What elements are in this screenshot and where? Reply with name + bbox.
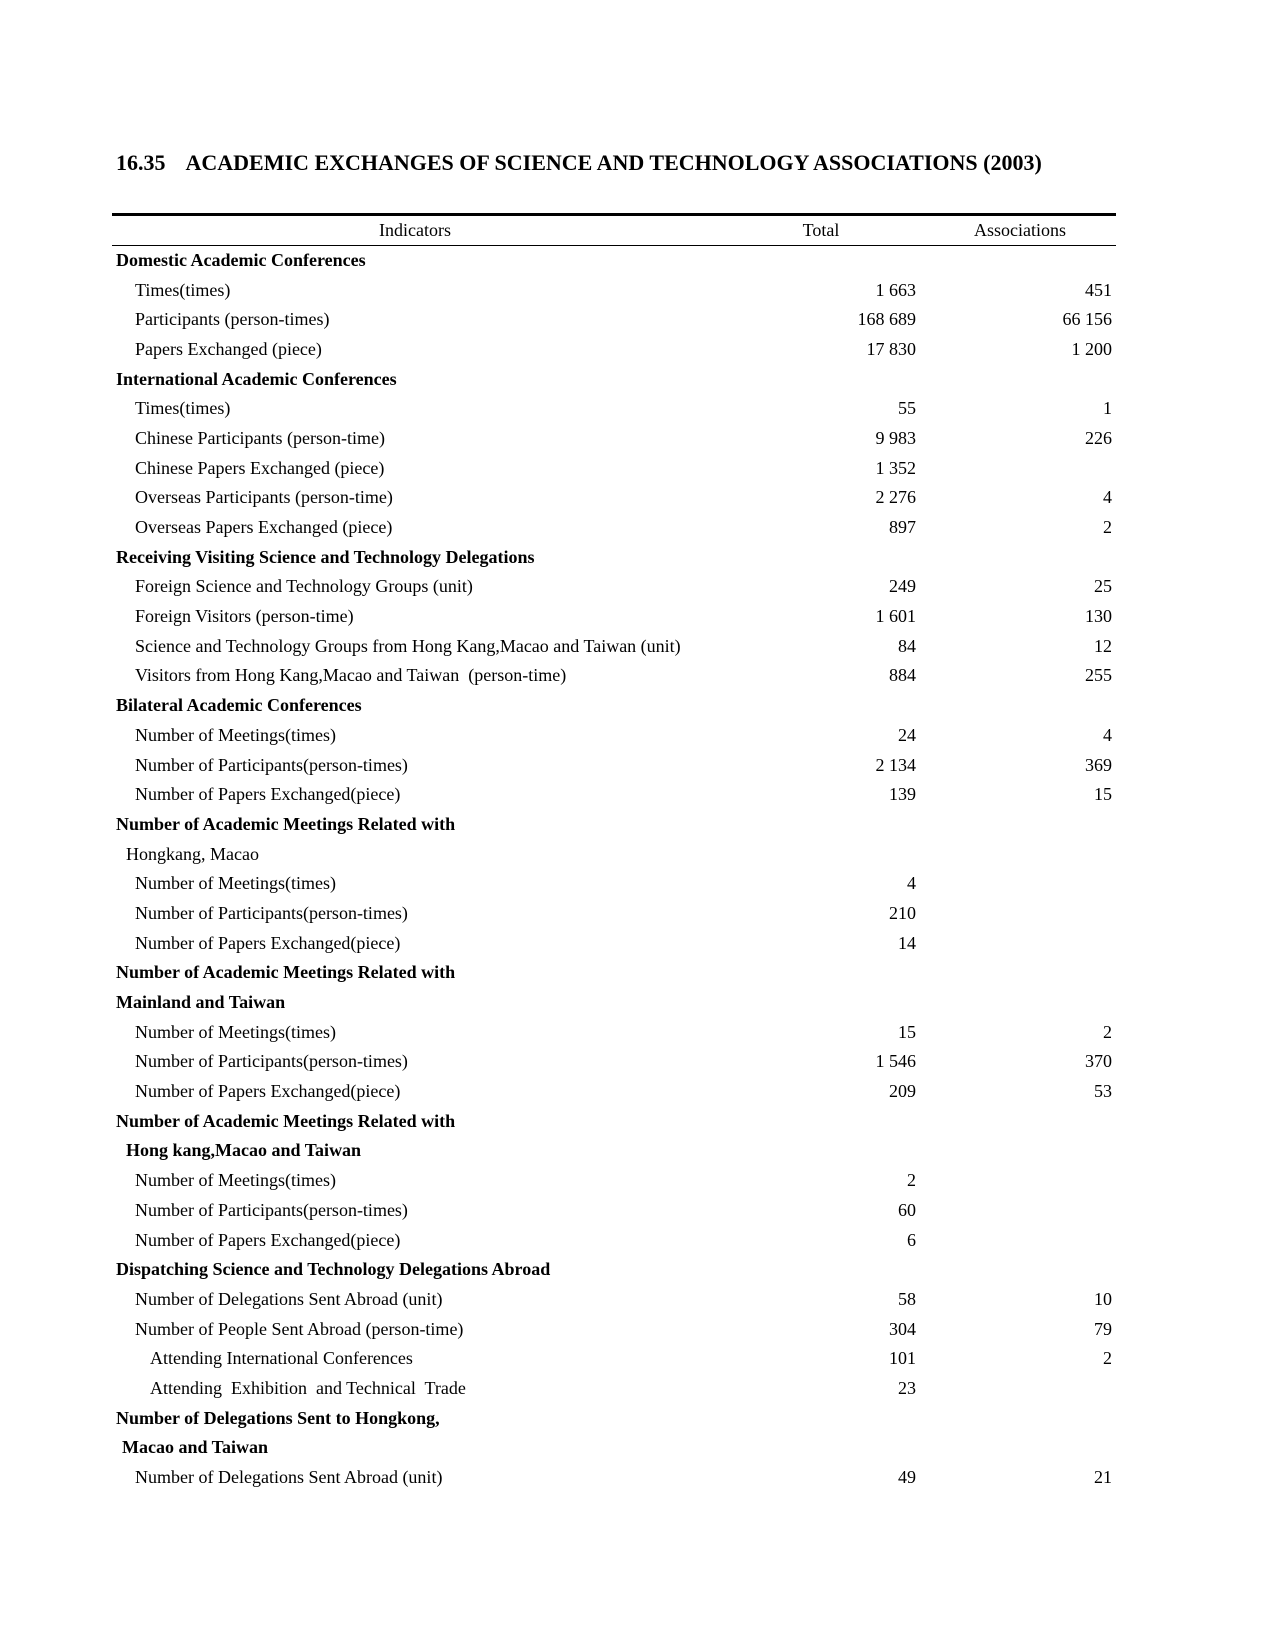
- row-total: 24: [898, 724, 916, 745]
- row-total: 168 689: [857, 309, 916, 330]
- row-total: [718, 542, 924, 572]
- row-label: Visitors from Hong Kang,Macao and Taiwan (person-time): [135, 665, 567, 686]
- table-row: [112, 988, 1116, 1018]
- row-associations: 66 156: [1062, 309, 1112, 330]
- row-associations: [924, 246, 1116, 276]
- row-associations: 130: [1085, 606, 1112, 627]
- row-associations: [924, 691, 1116, 721]
- table-row: [112, 424, 1116, 454]
- table-row: [112, 780, 1116, 810]
- row-total: [718, 1255, 924, 1285]
- row-associations: 226: [1085, 427, 1112, 448]
- row-total: 17 830: [866, 338, 916, 359]
- table-row: [112, 1344, 1116, 1374]
- row-total: 1 663: [875, 279, 916, 300]
- row-associations: 255: [1085, 665, 1112, 686]
- row-label: Overseas Papers Exchanged (piece): [135, 517, 393, 538]
- row-total: 304: [889, 1318, 916, 1339]
- table-row: [112, 305, 1116, 335]
- row-associations: [924, 364, 1116, 394]
- row-label: Number of Academic Meetings Related with: [116, 962, 456, 983]
- row-associations: [924, 839, 1116, 869]
- table-row: [112, 1285, 1116, 1315]
- row-label: Number of Meetings(times): [135, 1021, 336, 1042]
- row-label: Participants (person-times): [135, 309, 330, 330]
- table-row: [112, 1017, 1116, 1047]
- row-label: Number of Meetings(times): [135, 1170, 336, 1191]
- row-total: [718, 1433, 924, 1463]
- table-row: [112, 364, 1116, 394]
- row-label: Number of Papers Exchanged(piece): [135, 784, 401, 805]
- table-row: [112, 958, 1116, 988]
- row-associations: [924, 542, 1116, 572]
- table-number: 16.35: [116, 150, 166, 175]
- table-row: [112, 1047, 1116, 1077]
- row-associations: 25: [1094, 576, 1112, 597]
- row-total: 58: [898, 1288, 916, 1309]
- table-row: [112, 1433, 1116, 1463]
- table-row: [112, 394, 1116, 424]
- row-label: Mainland and Taiwan: [116, 992, 286, 1013]
- row-total: 209: [889, 1081, 916, 1102]
- table-row: [112, 839, 1116, 869]
- row-label: Number of Participants(person-times): [135, 754, 408, 775]
- row-total: 210: [889, 902, 916, 923]
- row-total: 23: [898, 1377, 916, 1398]
- table-row: [112, 631, 1116, 661]
- row-associations: [924, 988, 1116, 1018]
- table-row: [112, 1196, 1116, 1226]
- row-label: Dispatching Science and Technology Delegations Abroad: [116, 1259, 551, 1280]
- row-associations: 1: [1103, 398, 1112, 419]
- row-label: Hong kang,Macao and Taiwan: [126, 1140, 362, 1161]
- row-label: Receiving Visiting Science and Technology Delegations: [116, 546, 535, 567]
- row-total: [718, 364, 924, 394]
- row-total: 15: [898, 1021, 916, 1042]
- row-associations: [924, 1166, 1116, 1196]
- table-row: [112, 1403, 1116, 1433]
- row-label: Hongkang, Macao: [126, 843, 259, 864]
- row-total: 2 134: [875, 754, 916, 775]
- table-row: [112, 542, 1116, 572]
- row-associations: [924, 899, 1116, 929]
- table-row: [112, 899, 1116, 929]
- table-row: [112, 869, 1116, 899]
- row-total: 1 352: [875, 457, 916, 478]
- row-label: Number of Delegations Sent Abroad (unit): [135, 1467, 443, 1488]
- row-label: Papers Exchanged (piece): [135, 338, 322, 359]
- row-label: Number of Papers Exchanged(piece): [135, 1081, 401, 1102]
- row-associations: [924, 958, 1116, 988]
- table-row: [112, 1225, 1116, 1255]
- table-row: [112, 1077, 1116, 1107]
- row-total: 4: [907, 873, 916, 894]
- header-row: [112, 215, 1116, 246]
- row-label: Number of Papers Exchanged(piece): [135, 1229, 401, 1250]
- row-label: Attending Exhibition and Technical Trade: [150, 1377, 466, 1398]
- row-total: 84: [898, 635, 916, 656]
- row-label: Times(times): [135, 398, 231, 419]
- row-label: Number of Meetings(times): [135, 873, 336, 894]
- statistics-table: [112, 213, 1116, 1492]
- table-row: [112, 602, 1116, 632]
- row-label: Times(times): [135, 279, 231, 300]
- row-associations: 12: [1094, 635, 1112, 656]
- table-row: [112, 810, 1116, 840]
- table-row: [112, 721, 1116, 751]
- row-label: Number of Academic Meetings Related with: [116, 813, 456, 834]
- row-associations: [924, 453, 1116, 483]
- row-associations: 79: [1094, 1318, 1112, 1339]
- table-row: [112, 453, 1116, 483]
- header-associations: Associations: [924, 215, 1116, 246]
- table-row: [112, 691, 1116, 721]
- table-row: [112, 483, 1116, 513]
- row-label: Number of Delegations Sent to Hongkong,: [116, 1407, 440, 1428]
- row-associations: 53: [1094, 1081, 1112, 1102]
- row-total: [718, 246, 924, 276]
- table-row: [112, 750, 1116, 780]
- table-row: [112, 1106, 1116, 1136]
- row-total: 49: [898, 1467, 916, 1488]
- row-total: 55: [898, 398, 916, 419]
- row-associations: 4: [1103, 487, 1112, 508]
- page-title: [116, 150, 1042, 176]
- row-total: 884: [889, 665, 916, 686]
- table-row: [112, 1136, 1116, 1166]
- row-associations: [924, 1106, 1116, 1136]
- row-associations: 2: [1103, 1021, 1112, 1042]
- table-row: [112, 1255, 1116, 1285]
- row-label: Foreign Visitors (person-time): [135, 606, 354, 627]
- row-label: Number of Academic Meetings Related with: [116, 1110, 456, 1131]
- row-label: Science and Technology Groups from Hong Kang,Macao and Taiwan (unit): [135, 635, 681, 656]
- table-body: [112, 246, 1116, 1493]
- row-associations: [924, 1225, 1116, 1255]
- row-associations: 370: [1085, 1051, 1112, 1072]
- row-label: Number of Participants(person-times): [135, 902, 408, 923]
- header-total: Total: [718, 215, 924, 246]
- row-associations: [924, 1255, 1116, 1285]
- row-label: International Academic Conferences: [116, 368, 397, 389]
- row-total: [718, 691, 924, 721]
- row-total: 9 983: [875, 427, 916, 448]
- table-row: [112, 1374, 1116, 1404]
- row-associations: 4: [1103, 724, 1112, 745]
- header-indicators: Indicators: [112, 215, 718, 246]
- row-total: 6: [907, 1229, 916, 1250]
- row-total: 1 546: [875, 1051, 916, 1072]
- table-row: [112, 1166, 1116, 1196]
- row-associations: 369: [1085, 754, 1112, 775]
- row-label: Macao and Taiwan: [122, 1437, 269, 1458]
- row-associations: [924, 1403, 1116, 1433]
- row-total: 249: [889, 576, 916, 597]
- row-total: 2: [907, 1170, 916, 1191]
- row-total: [718, 839, 924, 869]
- row-associations: [924, 1196, 1116, 1226]
- row-label: Attending International Conferences: [150, 1348, 413, 1369]
- table-row: [112, 246, 1116, 276]
- row-label: Number of Participants(person-times): [135, 1199, 408, 1220]
- row-associations: 15: [1094, 784, 1112, 805]
- row-label: Number of Delegations Sent Abroad (unit): [135, 1288, 443, 1309]
- row-total: [718, 1106, 924, 1136]
- row-label: Domestic Academic Conferences: [116, 250, 366, 271]
- row-label: Chinese Papers Exchanged (piece): [135, 457, 385, 478]
- row-associations: 10: [1094, 1288, 1112, 1309]
- row-label: Number of People Sent Abroad (person-time): [135, 1318, 464, 1339]
- table-row: [112, 572, 1116, 602]
- table-row: [112, 1314, 1116, 1344]
- row-total: 139: [889, 784, 916, 805]
- table-row: [112, 928, 1116, 958]
- row-label: Chinese Participants (person-time): [135, 427, 385, 448]
- row-associations: 451: [1085, 279, 1112, 300]
- row-label: Number of Papers Exchanged(piece): [135, 932, 401, 953]
- table-row: [112, 275, 1116, 305]
- row-label: Foreign Science and Technology Groups (unit): [135, 576, 473, 597]
- row-total: 2 276: [875, 487, 916, 508]
- row-associations: 1 200: [1071, 338, 1112, 359]
- row-associations: [924, 810, 1116, 840]
- table-row: [112, 661, 1116, 691]
- row-associations: [924, 1136, 1116, 1166]
- table-row: [112, 1463, 1116, 1493]
- table-title-text: ACADEMIC EXCHANGES OF SCIENCE AND TECHNOLOGY ASSOCIATIONS (2003): [185, 150, 1042, 175]
- row-total: [718, 1403, 924, 1433]
- row-total: 101: [889, 1348, 916, 1369]
- row-label: Bilateral Academic Conferences: [116, 695, 362, 716]
- row-total: [718, 810, 924, 840]
- row-total: [718, 988, 924, 1018]
- row-associations: 2: [1103, 1348, 1112, 1369]
- row-associations: [924, 1433, 1116, 1463]
- row-associations: 21: [1094, 1467, 1112, 1488]
- row-total: [718, 958, 924, 988]
- row-associations: 2: [1103, 517, 1112, 538]
- row-total: 14: [898, 932, 916, 953]
- row-total: 1 601: [875, 606, 916, 627]
- row-label: Overseas Participants (person-time): [135, 487, 393, 508]
- row-label: Number of Meetings(times): [135, 724, 336, 745]
- row-total: 60: [898, 1199, 916, 1220]
- table-row: [112, 335, 1116, 365]
- row-associations: [924, 1374, 1116, 1404]
- row-total: 897: [889, 517, 916, 538]
- row-label: Number of Participants(person-times): [135, 1051, 408, 1072]
- row-associations: [924, 869, 1116, 899]
- row-associations: [924, 928, 1116, 958]
- table-row: [112, 513, 1116, 543]
- row-total: [718, 1136, 924, 1166]
